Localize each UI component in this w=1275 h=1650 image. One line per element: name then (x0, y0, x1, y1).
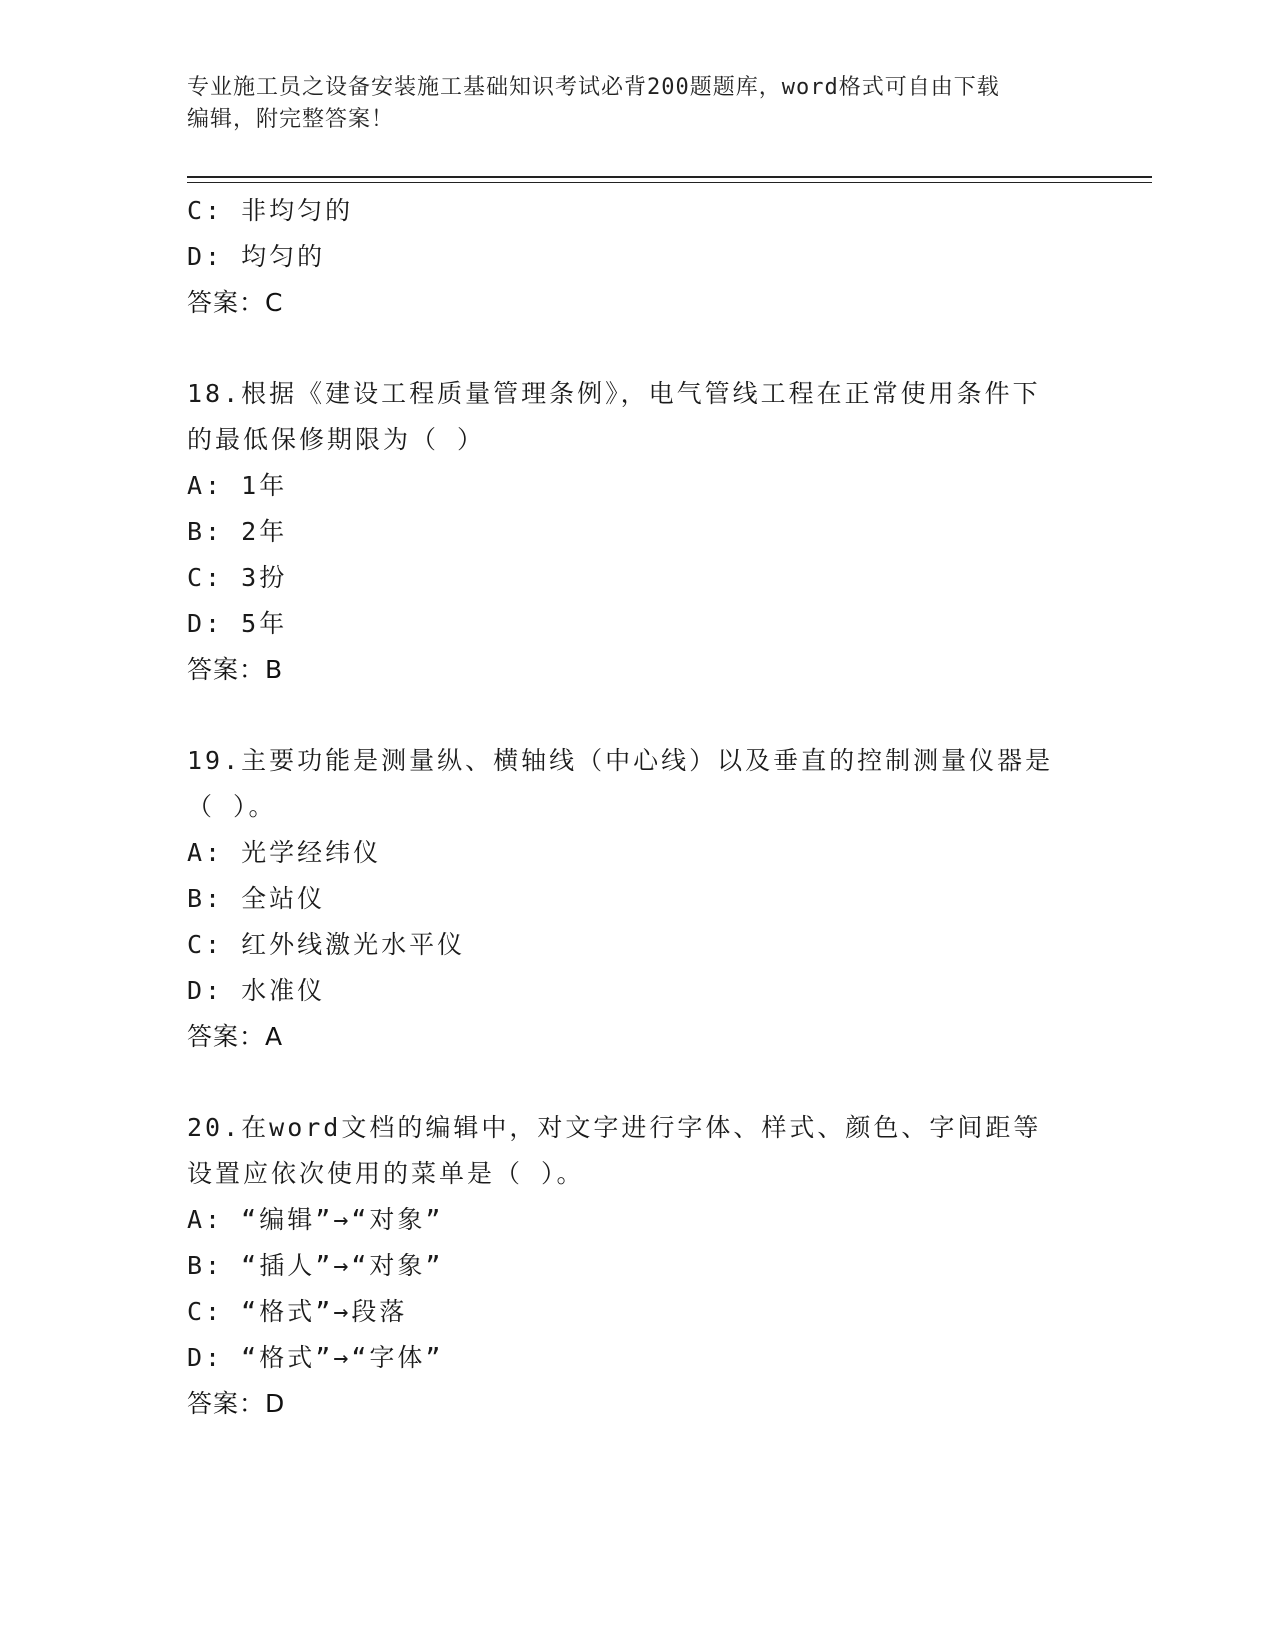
question-list (187, 188, 1087, 1427)
question-18 (187, 371, 1087, 693)
option-b (187, 509, 1087, 555)
option-key: C: (187, 930, 224, 959)
option-key: B: (187, 884, 224, 913)
option-a (187, 463, 1087, 509)
answer-line: 答案：C (187, 288, 284, 317)
header-rule-thick (187, 176, 1152, 178)
option-text: 光学经纬仪 (241, 838, 382, 867)
answer-line: 答案：A (187, 1022, 284, 1051)
option-key: D: (187, 976, 224, 1005)
option-b (187, 1243, 1087, 1289)
question-stem-line-2: 设置应依次使用的菜单是（ ）。 (187, 1159, 585, 1188)
question-17-tail (187, 188, 1087, 326)
option-key: C: (187, 1297, 224, 1326)
question-20 (187, 1105, 1087, 1427)
question-stem-line-2: 的最低保修期限为（ ） (187, 425, 486, 454)
option-c (187, 188, 1087, 234)
option-text: 水准仪 (241, 976, 326, 1005)
option-c (187, 922, 1087, 968)
question-stem-line-1: 19.主要功能是测量纵、横轴线（中心线）以及垂直的控制测量仪器是 (187, 746, 1054, 775)
option-key: D: (187, 242, 224, 271)
option-b (187, 876, 1087, 922)
option-key: C: (187, 563, 224, 592)
header-line-2: 编辑，附完整答案！ (187, 107, 395, 132)
option-text: 1年 (241, 471, 288, 500)
option-text: 非均匀的 (241, 196, 354, 225)
question-stem-line-2: （ ）。 (187, 792, 277, 821)
spacer (187, 326, 1087, 371)
option-text: “格式”→“字体” (241, 1343, 444, 1372)
option-a (187, 1197, 1087, 1243)
option-key: B: (187, 517, 224, 546)
option-text: 5年 (241, 609, 288, 638)
option-a (187, 830, 1087, 876)
document-header (187, 72, 1077, 136)
option-text: 均匀的 (241, 242, 326, 271)
option-text: 红外线激光水平仪 (241, 930, 466, 959)
option-key: B: (187, 1251, 224, 1280)
answer-line: 答案：B (187, 655, 284, 684)
option-text: “编辑”→“对象” (241, 1205, 444, 1234)
header-line-1: 专业施工员之设备安装施工基础知识考试必背200题题库，word格式可自由下载 (187, 75, 1000, 100)
option-key: D: (187, 609, 224, 638)
option-text: “格式”→段落 (241, 1297, 408, 1326)
option-key: A: (187, 838, 224, 867)
option-key: D: (187, 1343, 224, 1372)
spacer (187, 1060, 1087, 1105)
option-text: 3扮 (241, 563, 288, 592)
option-d (187, 234, 1087, 280)
option-text: 全站仪 (241, 884, 326, 913)
option-key: A: (187, 1205, 224, 1234)
option-key: A: (187, 471, 224, 500)
option-c (187, 555, 1087, 601)
option-d (187, 601, 1087, 647)
option-d (187, 1335, 1087, 1381)
option-text: “插人”→“对象” (241, 1251, 444, 1280)
option-text: 2年 (241, 517, 288, 546)
option-d (187, 968, 1087, 1014)
question-stem-line-1: 18.根据《建设工程质量管理条例》，电气管线工程在正常使用条件下 (187, 379, 1041, 408)
spacer (187, 693, 1087, 738)
option-key: C: (187, 196, 224, 225)
option-c (187, 1289, 1087, 1335)
header-rule-thin (187, 182, 1152, 183)
question-stem-line-1: 20.在word文档的编辑中，对文字进行字体、样式、颜色、字间距等 (187, 1113, 1042, 1142)
answer-line: 答案：D (187, 1389, 286, 1418)
question-19 (187, 738, 1087, 1060)
